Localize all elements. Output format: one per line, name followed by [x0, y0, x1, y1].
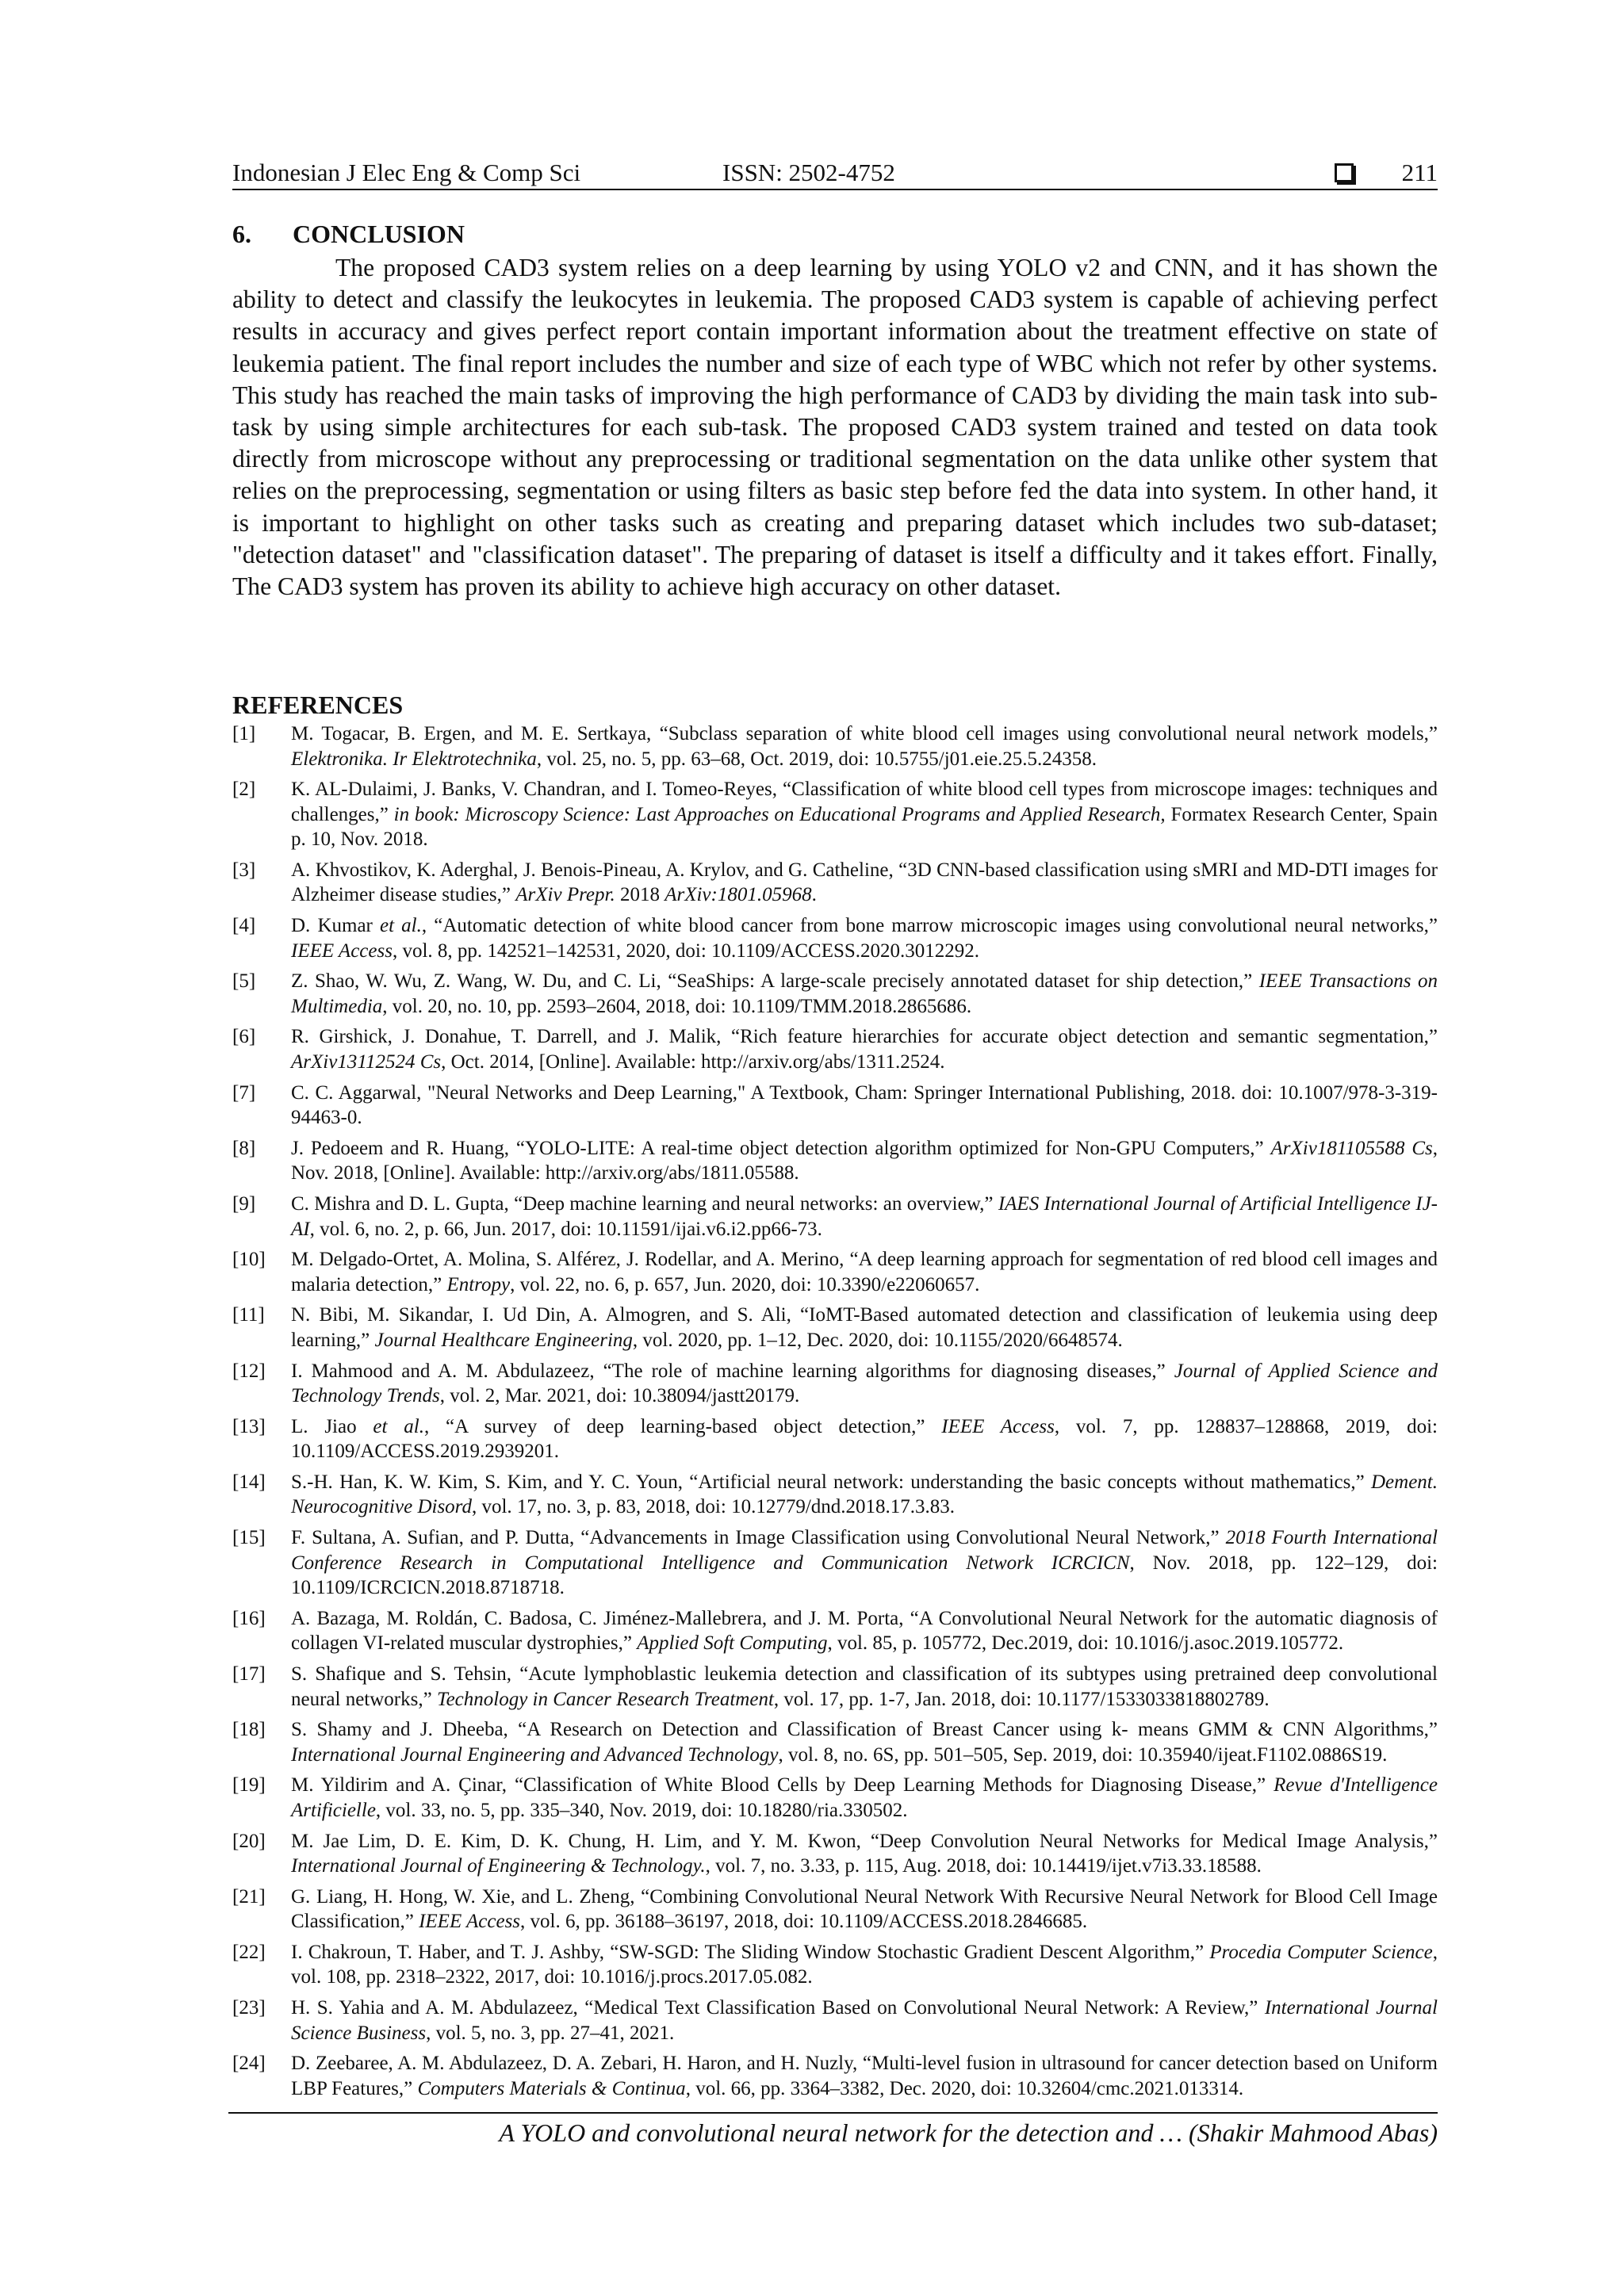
reference-segment: H. S. Yahia and A. M. Abdulazeez, “Medical Text Classification Based on Convolutional Neural Network: A Review,”: [291, 1997, 1265, 2019]
reference-text: [291, 915, 1438, 962]
reference-italic-segment: IEEE Transactions on Multimedia: [291, 970, 1438, 1017]
reference-segment: L. Jiao: [291, 1415, 373, 1437]
reference-italic-segment: Dement. Neurocognitive Disord: [291, 1471, 1438, 1518]
reference-number: [18]: [232, 1719, 266, 1741]
section-title: CONCLUSION: [293, 220, 465, 248]
reference-italic-segment: Elektronika. Ir Elektrotechnika: [291, 748, 537, 770]
reference-item: [232, 1470, 1438, 1520]
reference-number: [24]: [232, 2053, 266, 2075]
reference-number: [20]: [232, 1830, 266, 1852]
reference-segment: Z. Shao, W. Wu, Z. Wang, W. Du, and C. Li, “SeaShips: A large-scale precisely annotated dataset for ship detection,”: [291, 970, 1259, 993]
reference-text: [291, 1082, 1438, 1129]
reference-segment: , vol. 6, pp. 36188–36197, 2018, doi: 10.1109/ACCESS.2018.2846685.: [520, 1911, 1088, 1933]
reference-text: [291, 1416, 1438, 1463]
reference-segment: , vol. 25, no. 5, pp. 63–68, Oct. 2019, doi: 10.5755/j01.eie.25.5.24358.: [536, 748, 1097, 770]
reference-number: [6]: [232, 1026, 256, 1048]
reference-list: [232, 721, 1438, 2107]
reference-number: [12]: [232, 1360, 266, 1382]
reference-item: [232, 1359, 1438, 1409]
reference-segment: , vol. 8, no. 6S, pp. 501–505, Sep. 2019, doi: 10.35940/ijeat.F1102.0886S19.: [778, 1743, 1388, 1766]
reference-italic-segment: in book: Microscopy Science: Last Approaches on Educational Programs and Applied Research,: [393, 803, 1166, 825]
reference-number: [5]: [232, 970, 256, 993]
reference-number: [16]: [232, 1607, 266, 1629]
reference-text: [291, 1774, 1438, 1821]
reference-segment: D. Kumar: [291, 915, 380, 937]
reference-italic-segment: IEEE Access: [291, 939, 393, 962]
reference-italic-segment: International Journal Science Business: [291, 1997, 1438, 2044]
reference-segment: I. Mahmood and A. M. Abdulazeez, “The role of machine learning algorithms for diagnosing diseases,”: [291, 1360, 1174, 1382]
reference-text: [291, 1608, 1438, 1655]
reference-segment: , vol. 17, no. 3, p. 83, 2018, doi: 10.12779/dnd.2018.17.3.83.: [471, 1496, 956, 1518]
reference-item: [232, 1662, 1438, 1712]
reference-number: [4]: [232, 915, 256, 937]
reference-item: [232, 1606, 1438, 1656]
reference-segment: R. Girshick, J. Donahue, T. Darrell, and J. Malik, “Rich feature hierarchies for accurate object detection and semantic segmentation,”: [291, 1026, 1438, 1048]
reference-number: [2]: [232, 779, 256, 801]
reference-segment: , vol. 33, no. 5, pp. 335–340, Nov. 2019, doi: 10.18280/ria.330502.: [375, 1799, 908, 1821]
reference-segment: A. Bazaga, M. Roldán, C. Badosa, C. Jiménez-Mallebrera, and J. M. Porta, “A Convolutional Neural Network for the automatic diagnosis of collagen VI-related muscular dystrophies,”: [291, 1607, 1438, 1655]
reference-number: [10]: [232, 1249, 266, 1271]
reference-text: [291, 1026, 1438, 1073]
reference-item: [232, 1303, 1438, 1353]
reference-segment: Formatex Research Center, Spain p. 10, Nov. 2018.: [291, 803, 1438, 851]
reference-text: [291, 1360, 1438, 1407]
reference-text: [291, 1471, 1438, 1518]
reference-italic-segment: Revue d'Intelligence Artificielle: [291, 1774, 1438, 1821]
reference-text: [291, 1304, 1438, 1351]
conclusion-paragraph: The proposed CAD3 system relies on a deep learning by using YOLO v2 and CNN, and it has shown the ability to detect and classify the leukocytes in leukemia. The proposed CAD3 system is capable of achieving perfect results in accuracy and gives perfect report contain important information about the treatment effective on state of leukemia patient. The final report includes the number and size of each type of WBC which not refer by other systems. This study has reached the main tasks of improving the high performance of CAD3 by dividing the main task into sub-task by using simple architectures for each sub-task. The proposed CAD3 system trained and tested on data took directly from microscope without any preprocessing or traditional segmentation on the data unlike other system that relies on the preprocessing, segmentation or using filters as basic step before fed the data into system. In other hand, it is important to highlight on other tasks such as creating and preparing dataset which includes two sub-dataset; "detection dataset" and "classification dataset". The preparing of dataset is itself a difficulty and it takes effort. Finally, The CAD3 system has proven its ability to achieve high accuracy on other dataset.: [232, 254, 1438, 601]
reference-text: [291, 2053, 1438, 2099]
reference-item: [232, 1192, 1438, 1242]
reference-segment: M. Jae Lim, D. E. Kim, D. K. Chung, H. Lim, and Y. M. Kwon, “Deep Convolution Neural Networks for Medical Image Analysis,”: [291, 1830, 1438, 1852]
reference-number: [22]: [232, 1941, 266, 1963]
reference-text: [291, 859, 1438, 906]
reference-segment: , vol. 2020, pp. 1–12, Dec. 2020, doi: 10.1155/2020/6648574.: [632, 1329, 1123, 1351]
reference-text: [291, 970, 1438, 1017]
section-number: 6.: [232, 220, 251, 248]
reference-segment: , Oct. 2014, [Online]. Available: http://arxiv.org/abs/1311.2524.: [441, 1050, 945, 1073]
reference-number: [15]: [232, 1527, 266, 1549]
reference-segment: K. AL-Dulaimi, J. Banks, V. Chandran, and I. Tomeo-Reyes, “Classification of white blood cell types from microscope images: techniques and challenges,”: [291, 779, 1438, 825]
reference-italic-segment: International Journal of Engineering & Technology.: [291, 1855, 706, 1877]
section-heading: [232, 219, 465, 249]
reference-segment: , Nov. 2018, pp. 122–129, doi: 10.1109/ICRCICN.2018.8718718.: [291, 1552, 1438, 1599]
reference-segment: A. Khvostikov, K. Aderghal, J. Benois-Pineau, A. Krylov, and G. Catheline, “3D CNN-based classification using sMRI and MD-DTI images for Alzheimer disease studies,”: [291, 859, 1438, 906]
reference-item: [232, 721, 1438, 771]
reference-text: [291, 1249, 1438, 1295]
reference-text: [291, 779, 1438, 850]
reference-segment: , vol. 108, pp. 2318–2322, 2017, doi: 10.1016/j.procs.2017.05.082.: [291, 1941, 1438, 1988]
reference-item: [232, 1773, 1438, 1823]
reference-number: [23]: [232, 1997, 266, 2019]
reference-item: [232, 1525, 1438, 1601]
reference-segment: S. Shafique and S. Tehsin, “Acute lymphoblastic leukemia detection and classification of its subtypes using pretrained deep convolutional neural networks,”: [291, 1663, 1438, 1710]
reference-segment: , vol. 5, no. 3, pp. 27–41, 2021.: [426, 2022, 675, 2044]
header-divider: [232, 189, 1438, 190]
reference-segment: M. Delgado-Ortet, A. Molina, S. Alférez, J. Rodellar, and A. Merino, “A deep learning approach for segmentation of red blood cell images and malaria detection,”: [291, 1249, 1438, 1295]
reference-segment: , vol. 20, no. 10, pp. 2593–2604, 2018, doi: 10.1109/TMM.2018.2865686.: [382, 995, 972, 1017]
reference-number: [21]: [232, 1885, 266, 1908]
reference-segment: N. Bibi, M. Sikandar, I. Ud Din, A. Almogren, and S. Ali, “IoMT-Based automated detection and classification of leukemia using deep learning,”: [291, 1304, 1438, 1351]
reference-number: [11]: [232, 1304, 265, 1326]
square-box-icon: [1335, 163, 1354, 182]
page-number: 211: [1401, 159, 1438, 186]
reference-segment: , vol. 17, pp. 1-7, Jan. 2018, doi: 10.1177/1533033818802789.: [773, 1688, 1270, 1710]
reference-segment: , vol. 22, no. 6, p. 657, Jun. 2020, doi: 10.3390/e22060657.: [510, 1273, 980, 1295]
reference-italic-segment: 2018 Fourth International Conference Research in Computational Intelligence and Communication Network ICRCICN: [291, 1527, 1438, 1574]
reference-segment: C. C. Aggarwal, "Neural Networks and Deep Learning," A Textbook, Cham: Springer International Publishing, 2018. doi: 10.1007/978-3-319-94463-0.: [291, 1081, 1438, 1129]
reference-italic-segment: Procedia Computer Science: [1209, 1941, 1433, 1963]
reference-number: [14]: [232, 1471, 266, 1493]
reference-item: [232, 1996, 1438, 2045]
issn: ISSN: 2502-4752: [722, 159, 895, 186]
reference-italic-segment: Technology in Cancer Research Treatment: [436, 1688, 774, 1710]
reference-segment: J. Pedoeem and R. Huang, “YOLO-LITE: A real-time object detection algorithm optimized for Non-GPU Computers,”: [291, 1137, 1271, 1159]
reference-italic-segment: ArXiv:1801.05968: [665, 884, 812, 906]
reference-number: [7]: [232, 1081, 256, 1104]
reference-italic-segment: International Journal Engineering and Advanced Technology: [291, 1743, 779, 1766]
reference-item: [232, 969, 1438, 1019]
reference-italic-segment: Applied Soft Computing: [637, 1632, 828, 1655]
reference-item: [232, 1940, 1438, 1990]
reference-item: [232, 777, 1438, 852]
reference-item: [232, 913, 1438, 963]
reference-text: [291, 1193, 1438, 1240]
reference-text: [291, 1886, 1438, 1933]
reference-segment: S.-H. Han, K. W. Kim, S. Kim, and Y. C. Youn, “Artificial neural network: understanding the basic concepts without mathematics,”: [291, 1471, 1371, 1493]
reference-segment: , vol. 7, no. 3.33, p. 115, Aug. 2018, doi: 10.14419/ijet.v7i3.33.18588.: [705, 1855, 1262, 1877]
reference-segment: , vol. 66, pp. 3364–3382, Dec. 2020, doi: 10.32604/cmc.2021.013314.: [685, 2077, 1244, 2099]
reference-italic-segment: ArXiv Prepr.: [515, 884, 615, 906]
reference-segment: M. Togacar, B. Ergen, and M. E. Sertkaya, “Subclass separation of white blood cell images using convolutional neural network models,”: [291, 723, 1438, 744]
reference-item: [232, 1414, 1438, 1464]
reference-italic-segment: et al.: [380, 915, 422, 937]
reference-italic-segment: IEEE Access: [419, 1911, 521, 1933]
reference-text: [291, 1942, 1438, 1988]
reference-italic-segment: IAES International Journal of Artificial Intelligence IJ-AI: [291, 1193, 1438, 1240]
reference-number: [19]: [232, 1774, 266, 1797]
reference-item: [232, 1247, 1438, 1297]
reference-text: [291, 1831, 1438, 1877]
reference-segment: , vol. 8, pp. 142521–142531, 2020, doi: 10.1109/ACCESS.2020.3012292.: [392, 939, 980, 962]
reference-segment: 2018: [615, 884, 665, 906]
reference-text: [291, 1138, 1438, 1184]
reference-item: [232, 1717, 1438, 1767]
reference-text: [291, 1997, 1438, 2044]
reference-segment: C. Mishra and D. L. Gupta, “Deep machine learning and neural networks: an overview,”: [291, 1193, 998, 1215]
reference-italic-segment: et al.: [373, 1415, 424, 1437]
footer-divider: [228, 2112, 1438, 2114]
reference-segment: , “Automatic detection of white blood cancer from bone marrow microscopic images using convolutional neural networks,”: [421, 915, 1438, 937]
reference-segment: S. Shamy and J. Dheeba, “A Research on Detection and Classification of Breast Cancer using k- means GMM & CNN Algorithms,”: [291, 1719, 1438, 1741]
journal-name: Indonesian J Elec Eng & Comp Sci: [232, 159, 581, 186]
reference-segment: , vol. 7, pp. 128837–128868, 2019, doi: 10.1109/ACCESS.2019.2939201.: [291, 1415, 1438, 1463]
reference-item: [232, 1829, 1438, 1879]
reference-italic-segment: IEEE Access: [941, 1415, 1055, 1437]
reference-item: [232, 1136, 1438, 1186]
reference-italic-segment: Journal Healthcare Engineering: [374, 1329, 633, 1351]
reference-number: [8]: [232, 1137, 256, 1159]
reference-text: [291, 1663, 1438, 1710]
reference-text: [291, 723, 1438, 770]
reference-segment: , vol. 6, no. 2, p. 66, Jun. 2017, doi: 10.11591/ijai.v6.i2.pp66-73.: [309, 1218, 822, 1240]
reference-item: [232, 1024, 1438, 1074]
reference-segment: , Nov. 2018, [Online]. Available: http://arxiv.org/abs/1811.05588.: [291, 1137, 1438, 1184]
reference-number: [17]: [232, 1663, 266, 1685]
reference-segment: I. Chakroun, T. Haber, and T. J. Ashby, “SW-SGD: The Sliding Window Stochastic Gradient Descent Algorithm,”: [291, 1941, 1210, 1963]
reference-text: [291, 1719, 1438, 1766]
reference-number: [3]: [232, 859, 256, 881]
reference-italic-segment: ArXiv181105588 Cs: [1270, 1137, 1433, 1159]
reference-segment: .: [811, 884, 817, 906]
reference-item: [232, 2051, 1438, 2101]
reference-segment: , vol. 85, p. 105772, Dec.2019, doi: 10.1016/j.asoc.2019.105772.: [827, 1632, 1344, 1655]
reference-italic-segment: Journal of Applied Science and Technology Trends: [291, 1360, 1438, 1407]
reference-segment: G. Liang, H. Hong, W. Xie, and L. Zheng, “Combining Convolutional Neural Network With Recursive Neural Network for Blood Cell Image Classification,”: [291, 1885, 1438, 1933]
reference-text: [291, 1527, 1438, 1598]
reference-segment: , “A survey of deep learning-based object detection,”: [423, 1415, 942, 1437]
reference-item: [232, 1885, 1438, 1934]
reference-number: [9]: [232, 1193, 256, 1215]
reference-item: [232, 858, 1438, 908]
reference-italic-segment: Computers Materials & Continua: [417, 2077, 686, 2099]
reference-italic-segment: Entropy: [446, 1273, 511, 1295]
reference-item: [232, 1081, 1438, 1131]
reference-segment: , vol. 2, Mar. 2021, doi: 10.38094/jastt20179.: [439, 1385, 800, 1407]
running-footer: A YOLO and convolutional neural network for the detection and … (Shakir Mahmood Abas): [499, 2118, 1438, 2147]
reference-segment: F. Sultana, A. Sufian, and P. Dutta, “Advancements in Image Classification using Convolutional Neural Network,”: [291, 1527, 1226, 1549]
reference-segment: M. Yildirim and A. Çinar, “Classification of White Blood Cells by Deep Learning Methods for Diagnosing Disease,”: [291, 1774, 1274, 1797]
reference-number: [1]: [232, 723, 256, 744]
reference-segment: D. Zeebaree, A. M. Abdulazeez, D. A. Zebari, H. Haron, and H. Nuzly, “Multi-level fusion in ultrasound for cancer detection based on Uniform LBP Features,”: [291, 2053, 1438, 2099]
reference-italic-segment: ArXiv13112524 Cs: [291, 1050, 442, 1073]
references-heading: REFERENCES: [232, 691, 404, 719]
reference-number: [13]: [232, 1415, 266, 1437]
